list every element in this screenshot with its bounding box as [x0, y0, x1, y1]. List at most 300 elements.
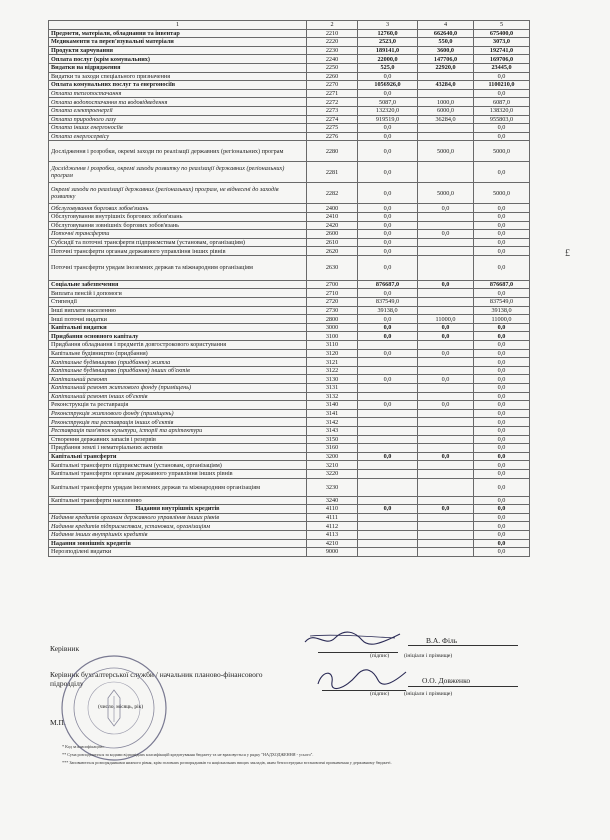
row-code: 3141 — [307, 409, 358, 418]
row-label: Придбання землі і нематеріальних активів — [49, 444, 307, 453]
row-value-v3: 0,0 — [358, 401, 418, 410]
row-value-v5: 0,0 — [474, 505, 530, 514]
row-value-v4: 550,0 — [418, 38, 474, 47]
row-label: Обслуговування внутрішніх боргових зобов'язань — [49, 212, 307, 221]
row-code: 3120 — [307, 349, 358, 358]
row-value-v4 — [418, 444, 474, 453]
row-value-v5: 0,0 — [474, 89, 530, 98]
row-code: 2260 — [307, 72, 358, 81]
footnote-1: * Код за класифікацією. — [62, 744, 105, 749]
row-code: 2280 — [307, 141, 358, 162]
table-row — [49, 461, 530, 470]
row-code: 3130 — [307, 375, 358, 384]
row-code: 3131 — [307, 384, 358, 393]
row-code: 2800 — [307, 315, 358, 324]
row-value-v5: 0,0 — [474, 530, 530, 539]
row-value-v4: 0,0 — [418, 280, 474, 289]
row-value-v3: 876687,0 — [358, 280, 418, 289]
row-value-v5: 0,0 — [474, 513, 530, 522]
row-label: Обслуговування зовнішніх боргових зобов'язань — [49, 221, 307, 230]
table-row — [49, 162, 530, 183]
row-label: Надання кредитів підприємствам, установам, організаціям — [49, 522, 307, 531]
row-value-v4 — [418, 289, 474, 298]
row-value-v4 — [418, 384, 474, 393]
row-value-v3 — [358, 341, 418, 350]
row-value-v4 — [418, 212, 474, 221]
table-row — [49, 238, 530, 247]
row-value-v5: 0,0 — [474, 358, 530, 367]
row-value-v5: 169706,0 — [474, 55, 530, 64]
accountant-caption-name: (ініціали і прізвище) — [404, 691, 453, 697]
row-value-v3 — [358, 358, 418, 367]
mp-label: М.П. — [50, 718, 66, 727]
row-label: Реконструкція житлового фонду (приміщень) — [49, 409, 307, 418]
table-row — [49, 323, 530, 332]
row-value-v5: 0,0 — [474, 392, 530, 401]
head-name-line — [408, 645, 518, 646]
row-value-v4 — [418, 255, 474, 280]
row-value-v5: 0,0 — [474, 522, 530, 531]
row-value-v5: 138320,0 — [474, 106, 530, 115]
row-value-v5: 39138,0 — [474, 306, 530, 315]
row-value-v5: 11000,0 — [474, 315, 530, 324]
row-label: Капітальні видатки — [49, 323, 307, 332]
row-label: Придбання обладнання і предметів довгострокового користування — [49, 341, 307, 350]
row-value-v3: 0,0 — [358, 505, 418, 514]
row-value-v5: 0,0 — [474, 204, 530, 213]
row-value-v4: 6000,0 — [418, 106, 474, 115]
row-label: Субсидії та поточні трансферти підприємствам (установам, організаціям) — [49, 238, 307, 247]
row-code: 2271 — [307, 89, 358, 98]
row-label: Реконструкція та реставрація — [49, 401, 307, 410]
table-row — [49, 306, 530, 315]
table-row — [49, 315, 530, 324]
table-row — [49, 132, 530, 141]
row-label: Капітальне будівництво (придбання) — [49, 349, 307, 358]
row-value-v3 — [358, 530, 418, 539]
row-value-v5: 0,0 — [474, 341, 530, 350]
row-value-v4 — [418, 435, 474, 444]
table-row — [49, 298, 530, 307]
row-code: 2730 — [307, 306, 358, 315]
row-value-v4: 0,0 — [418, 375, 474, 384]
head-caption-name: (ініціали і прізвище) — [404, 653, 453, 659]
row-code: 2220 — [307, 38, 358, 47]
row-value-v5: 0,0 — [474, 212, 530, 221]
table-row — [49, 513, 530, 522]
row-code: 2281 — [307, 162, 358, 183]
row-value-v4: 5000,0 — [418, 141, 474, 162]
row-value-v3: 189141,0 — [358, 46, 418, 55]
table-row — [49, 444, 530, 453]
row-label: Надання зовнішніх кредитів — [49, 539, 307, 548]
row-value-v5: 0,0 — [474, 349, 530, 358]
row-label: Капітальний ремонт житлового фонду (приміщень) — [49, 384, 307, 393]
row-value-v4 — [418, 132, 474, 141]
row-value-v4: 22920,0 — [418, 63, 474, 72]
row-value-v4 — [418, 306, 474, 315]
row-label: Інші поточні видатки — [49, 315, 307, 324]
row-code: 3000 — [307, 323, 358, 332]
row-value-v5: 675400,0 — [474, 29, 530, 38]
row-value-v4 — [418, 124, 474, 133]
row-value-v3: 0,0 — [358, 212, 418, 221]
row-value-v4: 0,0 — [418, 230, 474, 239]
accountant-sig-line — [322, 690, 406, 691]
row-value-v5: 1100210,0 — [474, 81, 530, 90]
row-value-v3: 919519,0 — [358, 115, 418, 124]
row-value-v5: 0,0 — [474, 496, 530, 505]
row-code: 2410 — [307, 212, 358, 221]
table-row — [49, 115, 530, 124]
row-code: 2250 — [307, 63, 358, 72]
row-code: 3150 — [307, 435, 358, 444]
row-label: Медикаменти та перев'язувальні матеріали — [49, 38, 307, 47]
row-code: 9000 — [307, 548, 358, 557]
row-value-v5: 0,0 — [474, 221, 530, 230]
row-code: 2700 — [307, 280, 358, 289]
table-row — [49, 98, 530, 107]
row-value-v3: 12760,0 — [358, 29, 418, 38]
row-value-v3: 0,0 — [358, 289, 418, 298]
table-row — [49, 341, 530, 350]
row-value-v3: 132320,0 — [358, 106, 418, 115]
row-value-v5: 955803,0 — [474, 115, 530, 124]
row-value-v4: 3600,0 — [418, 46, 474, 55]
row-code: 3200 — [307, 452, 358, 461]
row-label: Створення державних запасів і резервів — [49, 435, 307, 444]
budget-table-body — [49, 21, 530, 557]
accountant-caption-sig: (підпис) — [370, 691, 390, 697]
table-row — [49, 435, 530, 444]
table-row — [49, 384, 530, 393]
table-row — [49, 247, 530, 256]
row-label: Оплата природного газу — [49, 115, 307, 124]
row-code: 2620 — [307, 247, 358, 256]
row-value-v5: 0,0 — [474, 124, 530, 133]
table-row — [49, 204, 530, 213]
row-label: Реконструкція та реставрація інших об'єктів — [49, 418, 307, 427]
row-label: Капітальний ремонт інших об'єктів — [49, 392, 307, 401]
table-row — [49, 426, 530, 435]
row-label: Оплата теплопостачання — [49, 89, 307, 98]
row-value-v3: 0,0 — [358, 255, 418, 280]
row-code: 3122 — [307, 366, 358, 375]
row-value-v5: 0,0 — [474, 255, 530, 280]
row-code: 2282 — [307, 183, 358, 204]
row-value-v5: 23445,0 — [474, 63, 530, 72]
row-label: Стипендії — [49, 298, 307, 307]
row-value-v5: 192741,0 — [474, 46, 530, 55]
table-row — [49, 375, 530, 384]
row-value-v3: 0,0 — [358, 124, 418, 133]
row-label: Капітальний ремонт — [49, 375, 307, 384]
table-row — [49, 452, 530, 461]
table-row — [49, 81, 530, 90]
table-row — [49, 55, 530, 64]
row-code: 4210 — [307, 539, 358, 548]
row-value-v3: 0,0 — [358, 332, 418, 341]
row-value-v3: 0,0 — [358, 247, 418, 256]
row-code: 2275 — [307, 124, 358, 133]
row-value-v3: 1056926,0 — [358, 81, 418, 90]
accountant-label: Керівник бухгалтерської служби / начальник планово-фінансового підрозділу — [50, 670, 263, 688]
budget-table — [48, 20, 530, 557]
row-value-v3: 0,0 — [358, 72, 418, 81]
row-code: 3132 — [307, 392, 358, 401]
row-value-v3: 5087,0 — [358, 98, 418, 107]
header-cell: 2 — [307, 21, 358, 30]
row-value-v3 — [358, 548, 418, 557]
row-value-v3: 0,0 — [358, 315, 418, 324]
table-row — [49, 230, 530, 239]
table-row — [49, 409, 530, 418]
row-value-v5: 0,0 — [474, 366, 530, 375]
row-value-v5: 0,0 — [474, 461, 530, 470]
row-value-v3: 0,0 — [358, 141, 418, 162]
table-row — [49, 141, 530, 162]
table-row — [49, 280, 530, 289]
row-label: Поточні трансферти органам державного управління інших рівнів — [49, 247, 307, 256]
row-label: Оплата комунальних послуг та енергоносіїв — [49, 81, 307, 90]
row-value-v3: 0,0 — [358, 452, 418, 461]
row-label: Капітальне будівництво (придбання) житла — [49, 358, 307, 367]
head-signature — [300, 624, 410, 652]
row-code: 4113 — [307, 530, 358, 539]
row-label: Надання кредитів органам державного управління інших рівнів — [49, 513, 307, 522]
table-row — [49, 496, 530, 505]
row-value-v4 — [418, 162, 474, 183]
row-value-v4 — [418, 298, 474, 307]
row-value-v5: 0,0 — [474, 418, 530, 427]
row-value-v4 — [418, 496, 474, 505]
row-label: Видатки та заходи спеціального призначення — [49, 72, 307, 81]
row-value-v3 — [358, 522, 418, 531]
row-value-v5: 0,0 — [474, 478, 530, 496]
header-cell: 5 — [474, 21, 530, 30]
row-code: 2230 — [307, 46, 358, 55]
row-value-v3: 2523,0 — [358, 38, 418, 47]
table-row — [49, 539, 530, 548]
row-value-v4: 0,0 — [418, 332, 474, 341]
row-value-v4 — [418, 469, 474, 478]
row-label: Оплата енергосервісу — [49, 132, 307, 141]
row-code: 2420 — [307, 221, 358, 230]
row-label: Продукти харчування — [49, 46, 307, 55]
row-code: 2240 — [307, 55, 358, 64]
row-value-v3: 39138,0 — [358, 306, 418, 315]
row-value-v5: 0,0 — [474, 323, 530, 332]
row-code: 2400 — [307, 204, 358, 213]
row-code: 3160 — [307, 444, 358, 453]
table-row — [49, 349, 530, 358]
row-value-v3 — [358, 478, 418, 496]
row-code: 2610 — [307, 238, 358, 247]
row-value-v5: 0,0 — [474, 230, 530, 239]
table-row — [49, 392, 530, 401]
row-label: Дослідження і розробки, окремі заходи розвитку по реалізації державних (регіональних) програм — [49, 162, 307, 183]
row-label: Капітальні трансферти — [49, 452, 307, 461]
table-row — [49, 530, 530, 539]
row-value-v4 — [418, 358, 474, 367]
accountant-name-line — [408, 686, 518, 687]
row-code: 2720 — [307, 298, 358, 307]
row-label: Капітальні трансферти підприємствам (установам, організаціям) — [49, 461, 307, 470]
row-code: 3100 — [307, 332, 358, 341]
row-value-v5: 837549,0 — [474, 298, 530, 307]
row-code: 3210 — [307, 461, 358, 470]
table-row — [49, 46, 530, 55]
table-row — [49, 255, 530, 280]
row-value-v3: 0,0 — [358, 323, 418, 332]
row-code: 2710 — [307, 289, 358, 298]
row-label: Надання внутрішніх кредитів — [49, 505, 307, 514]
row-value-v4 — [418, 426, 474, 435]
row-label: Обслуговування боргових зобов'язань — [49, 204, 307, 213]
row-label: Предмети, матеріали, обладнання та інвентар — [49, 29, 307, 38]
table-row — [49, 522, 530, 531]
row-code: 2274 — [307, 115, 358, 124]
row-value-v4 — [418, 461, 474, 470]
row-value-v4: 0,0 — [418, 401, 474, 410]
row-value-v3: 525,0 — [358, 63, 418, 72]
row-value-v4 — [418, 392, 474, 401]
row-code: 3230 — [307, 478, 358, 496]
row-value-v4 — [418, 72, 474, 81]
row-value-v4 — [418, 478, 474, 496]
table-row — [49, 72, 530, 81]
accountant-signature — [312, 664, 412, 692]
row-value-v4 — [418, 238, 474, 247]
row-code: 3220 — [307, 469, 358, 478]
row-value-v4: 36284,0 — [418, 115, 474, 124]
table-row — [49, 38, 530, 47]
row-value-v3 — [358, 496, 418, 505]
row-label: Окремі заходи по реалізації державних (регіональних) програм, не віднесені до заходів розвитку — [49, 183, 307, 204]
header-cell: 4 — [418, 21, 474, 30]
row-value-v5: 0,0 — [474, 132, 530, 141]
row-label: Оплата електроенергії — [49, 106, 307, 115]
row-value-v3: 0,0 — [358, 204, 418, 213]
row-value-v5: 0,0 — [474, 539, 530, 548]
row-value-v5: 5000,0 — [474, 141, 530, 162]
row-code: 2276 — [307, 132, 358, 141]
row-value-v4 — [418, 522, 474, 531]
row-label: Виплата пенсій і допомоги — [49, 289, 307, 298]
row-value-v3 — [358, 418, 418, 427]
row-value-v5: 0,0 — [474, 384, 530, 393]
header-cell: 1 — [49, 21, 307, 30]
row-value-v4: 43284,0 — [418, 81, 474, 90]
row-label: Видатки на відрядження — [49, 63, 307, 72]
table-row — [49, 401, 530, 410]
row-value-v3: 0,0 — [358, 230, 418, 239]
row-value-v4: 5000,0 — [418, 183, 474, 204]
row-value-v5: 0,0 — [474, 289, 530, 298]
table-row — [49, 478, 530, 496]
head-caption-sig: (підпис) — [370, 653, 390, 659]
row-value-v3 — [358, 513, 418, 522]
table-row — [49, 89, 530, 98]
row-label: Нерозподілені видатки — [49, 548, 307, 557]
row-value-v5: 6087,0 — [474, 98, 530, 107]
row-label: Дослідження і розробки, окремі заходи по реалізації державних (регіональних) програм — [49, 141, 307, 162]
row-value-v4 — [418, 409, 474, 418]
row-value-v3 — [358, 539, 418, 548]
row-value-v4: 1000,0 — [418, 98, 474, 107]
footnote-3: *** Заповнюється розпорядниками нижчого рівня, крім головних розпорядників та національних вищих закладів, яким безпосередньо встановлені призначення у державному бюджеті. — [62, 760, 392, 765]
row-label: Придбання основного капіталу — [49, 332, 307, 341]
row-value-v4 — [418, 548, 474, 557]
row-value-v5: 3073,0 — [474, 38, 530, 47]
table-row — [49, 183, 530, 204]
row-label: Капітальні трансферти органам державного управління інших рівнів — [49, 469, 307, 478]
row-label: Капітальне будівництво (придбання) інших об'єктів — [49, 366, 307, 375]
row-code: 2273 — [307, 106, 358, 115]
row-value-v4 — [418, 221, 474, 230]
row-value-v4: 147706,0 — [418, 55, 474, 64]
table-row — [49, 548, 530, 557]
row-value-v3 — [358, 469, 418, 478]
row-value-v5: 5000,0 — [474, 183, 530, 204]
row-value-v5: 0,0 — [474, 548, 530, 557]
row-value-v3: 0,0 — [358, 132, 418, 141]
row-value-v5: 0,0 — [474, 247, 530, 256]
row-code: 3143 — [307, 426, 358, 435]
row-code: 3240 — [307, 496, 358, 505]
row-value-v4: 11000,0 — [418, 315, 474, 324]
row-value-v4 — [418, 247, 474, 256]
row-value-v5: 0,0 — [474, 332, 530, 341]
row-code: 3110 — [307, 341, 358, 350]
row-value-v5: 0,0 — [474, 238, 530, 247]
row-value-v5: 0,0 — [474, 435, 530, 444]
row-value-v5: 0,0 — [474, 452, 530, 461]
row-value-v3: 0,0 — [358, 238, 418, 247]
row-value-v5: 0,0 — [474, 72, 530, 81]
row-value-v3: 0,0 — [358, 349, 418, 358]
row-value-v4 — [418, 539, 474, 548]
row-value-v3: 0,0 — [358, 89, 418, 98]
row-value-v4: 0,0 — [418, 323, 474, 332]
row-code: 4110 — [307, 505, 358, 514]
row-value-v3: 0,0 — [358, 221, 418, 230]
row-value-v5: 0,0 — [474, 162, 530, 183]
row-label: Капітальні трансферти населенню — [49, 496, 307, 505]
row-label: Реставрація пам'яток культури, історії та архітектури — [49, 426, 307, 435]
footnote-2: ** Сума розподіляється за кодами відповідних класифікацій кредитування бюджету та не враховується у рядку "НАДХОДЖЕННЯ - усього". — [62, 752, 314, 757]
row-value-v4: 0,0 — [418, 204, 474, 213]
table-row — [49, 505, 530, 514]
row-code: 3142 — [307, 418, 358, 427]
margin-mark: £ — [565, 248, 570, 259]
stamp-caption: (число, місяць, рік) — [98, 704, 144, 710]
accountant-name: О.О. Довженко — [422, 676, 471, 685]
header-cell: 3 — [358, 21, 418, 30]
row-value-v4: 0,0 — [418, 505, 474, 514]
table-row — [49, 358, 530, 367]
row-value-v5: 0,0 — [474, 426, 530, 435]
table-row — [49, 469, 530, 478]
row-value-v3 — [358, 426, 418, 435]
row-label: Надання інших внутрішніх кредитів — [49, 530, 307, 539]
table-row — [49, 332, 530, 341]
row-code: 2272 — [307, 98, 358, 107]
row-value-v3 — [358, 392, 418, 401]
table-row — [49, 106, 530, 115]
head-label: Керівник — [50, 644, 80, 653]
table-header-row — [49, 21, 530, 30]
